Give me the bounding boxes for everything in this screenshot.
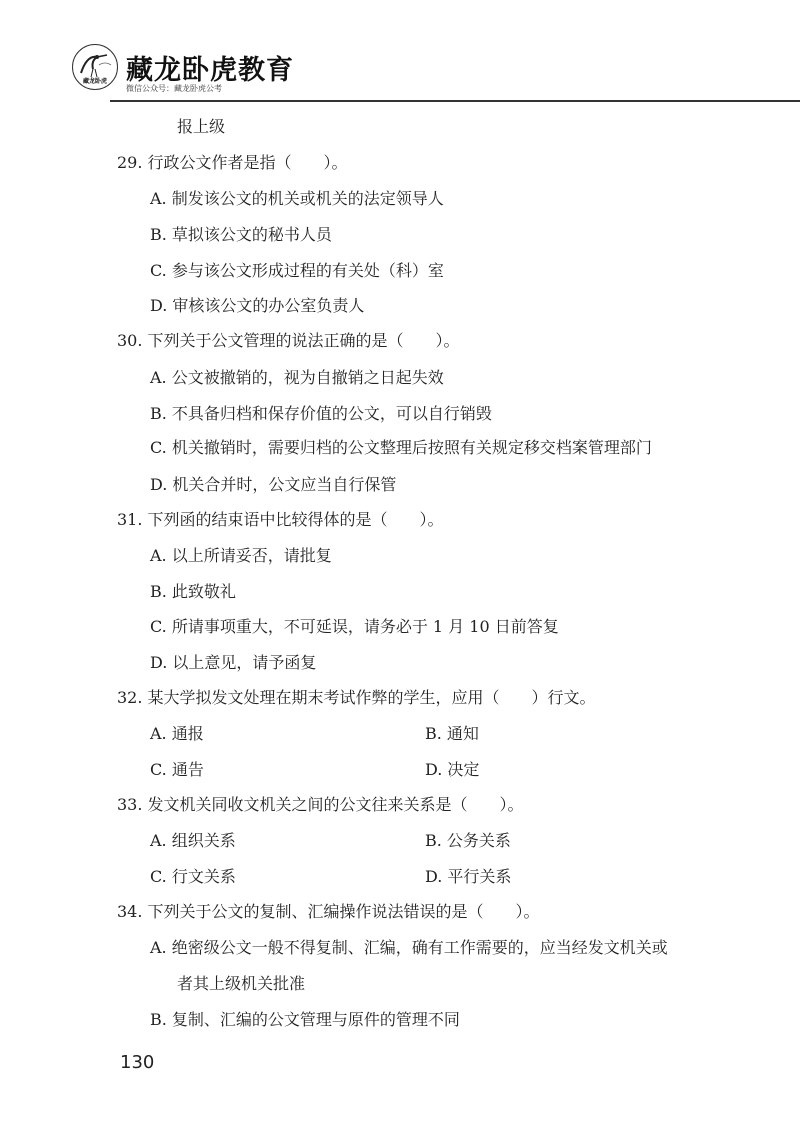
option-34-a-continued: 者其上级机关批准 <box>177 974 306 993</box>
option-31-b: B. 此致敬礼 <box>150 582 236 601</box>
option-29-d: D. 审核该公文的办公室负责人 <box>150 296 365 315</box>
question-32: 32. 某大学拟发文处理在期末考试作弊的学生，应用（ ）行文。 <box>117 688 596 707</box>
option-33-d: D. 平行关系 <box>425 867 512 886</box>
option-33-a: A. 组织关系 <box>150 831 236 850</box>
brand-subtitle: 微信公众号：藏龙卧虎公考 <box>126 84 222 93</box>
option-30-a: A. 公文被撤销的，视为自撤销之日起失效 <box>150 368 444 387</box>
option-29-c: C. 参与该公文形成过程的有关处（科）室 <box>150 261 444 280</box>
option-32-b: B. 通知 <box>425 724 479 743</box>
option-32-c: C. 通告 <box>150 760 204 779</box>
option-30-d: D. 机关合并时，公文应当自行保管 <box>150 475 397 494</box>
question-29: 29. 行政公文作者是指（ ）。 <box>117 153 348 172</box>
option-32-a: A. 通报 <box>150 724 204 743</box>
logo-text: 藏龙卧虎 <box>82 78 107 85</box>
question-34: 34. 下列关于公文的复制、汇编操作说法错误的是（ ）。 <box>117 902 540 921</box>
option-30-c: C. 机关撤销时，需要归档的公文整理后按照有关规定移交档案管理部门 <box>150 438 652 457</box>
question-30: 30. 下列关于公文管理的说法正确的是（ ）。 <box>117 331 460 350</box>
option-32-d: D. 决定 <box>425 760 480 779</box>
option-34-b: B. 复制、汇编的公文管理与原件的管理不同 <box>150 1010 460 1029</box>
page-header <box>0 0 800 100</box>
page-number: 130 <box>120 1052 155 1073</box>
option-29-a: A. 制发该公文的机关或机关的法定领导人 <box>150 189 444 208</box>
heron-logo-icon <box>72 44 118 90</box>
option-33-c: C. 行文关系 <box>150 867 236 886</box>
option-29-b: B. 草拟该公文的秘书人员 <box>150 225 332 244</box>
header-divider <box>110 100 800 102</box>
brand-title: 藏龙卧虎教育 <box>126 55 294 86</box>
option-33-b: B. 公务关系 <box>425 831 511 850</box>
text-line: 报上级 <box>177 117 226 136</box>
question-33: 33. 发文机关同收文机关之间的公文往来关系是（ ）。 <box>117 795 524 814</box>
option-31-c: C. 所请事项重大，不可延误，请务必于 1 月 10 日前答复 <box>150 617 559 636</box>
question-31: 31. 下列函的结束语中比较得体的是（ ）。 <box>117 510 444 529</box>
option-34-a: A. 绝密级公文一般不得复制、汇编，确有工作需要的，应当经发文机关或 <box>150 938 668 957</box>
option-31-a: A. 以上所请妥否，请批复 <box>150 546 332 565</box>
option-31-d: D. 以上意见，请予函复 <box>150 653 317 672</box>
option-30-b: B. 不具备归档和保存价值的公文，可以自行销毁 <box>150 404 492 423</box>
